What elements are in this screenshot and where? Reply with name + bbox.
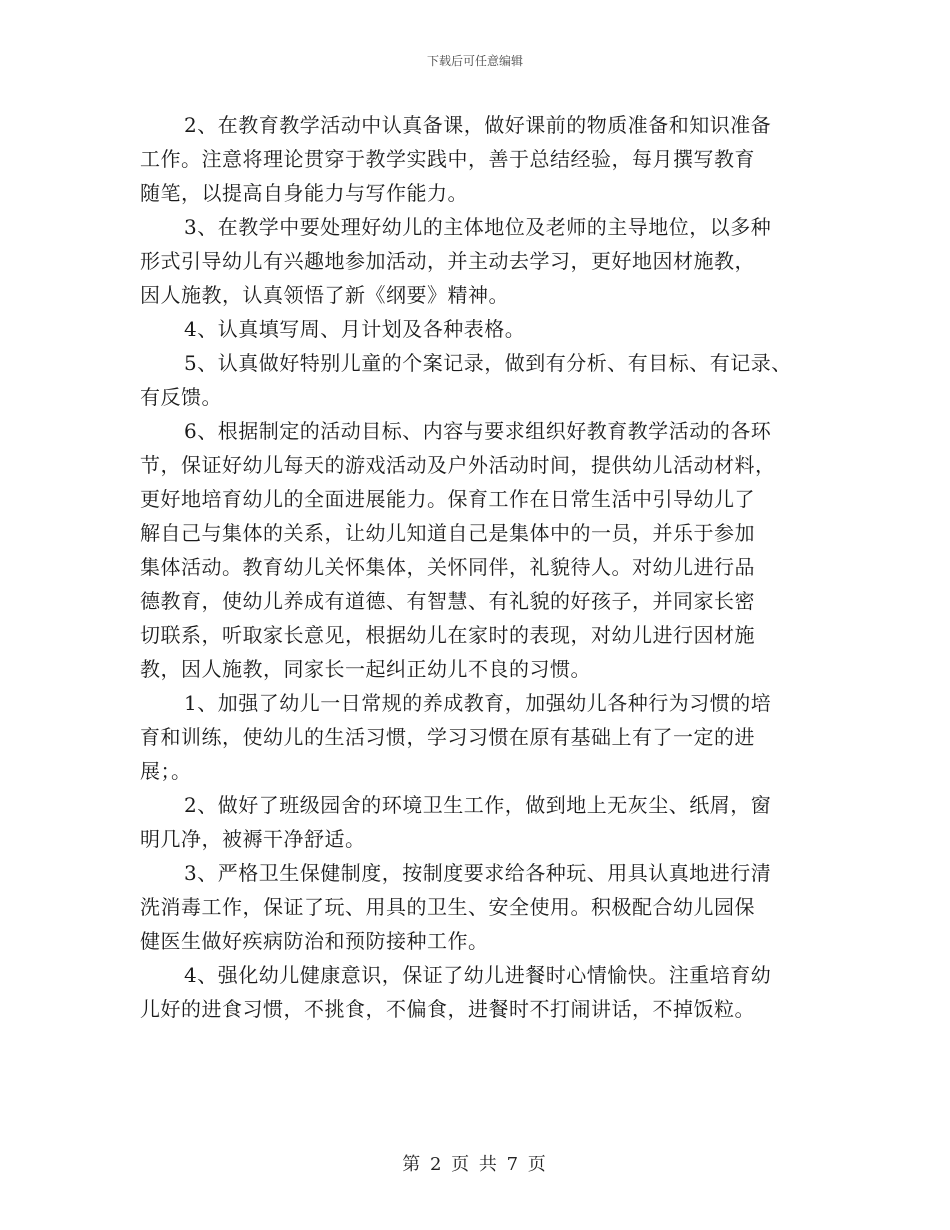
body-line: 3、严格卫生保健制度，按制度要求给各种玩、用具认真地进行清 bbox=[184, 861, 772, 885]
body-line: 节，保证好幼儿每天的游戏活动及户外活动时间，提供幼儿活动材料， bbox=[140, 453, 776, 477]
body-line: 集体活动。教育幼儿关怀集体，关怀同伴，礼貌待人。对幼儿进行品 bbox=[140, 555, 755, 579]
page-header: 下载后可任意编辑 bbox=[426, 54, 523, 68]
body-line: 洗消毒工作，保证了玩、用具的卫生、安全使用。积极配合幼儿园保 bbox=[140, 895, 755, 919]
body-line: 1、加强了幼儿一日常规的养成教育，加强幼儿各种行为习惯的培 bbox=[184, 691, 772, 715]
body-line: 随笔，以提高自身能力与写作能力。 bbox=[140, 181, 468, 205]
document-body bbox=[140, 108, 830, 1026]
body-line: 教，因人施教，同家长一起纠正幼儿不良的习惯。 bbox=[140, 657, 591, 681]
body-line: 工作。注意将理论贯穿于教学实践中，善于总结经验，每月撰写教育 bbox=[140, 147, 755, 171]
body-line: 有反馈。 bbox=[140, 385, 222, 409]
body-line: 解自己与集体的关系，让幼儿知道自己是集体中的一员，并乐于参加 bbox=[140, 521, 755, 545]
body-line: 5、认真做好特别儿童的个案记录，做到有分析、有目标、有记录、 bbox=[184, 351, 792, 375]
body-line: 明几净，被褥干净舒适。 bbox=[140, 827, 366, 851]
body-line: 儿好的进食习惯，不挑食，不偏食，进餐时不打闹讲话，不掉饭粒。 bbox=[140, 997, 755, 1021]
body-line: 4、认真填写周、月计划及各种表格。 bbox=[184, 317, 526, 341]
body-line: 因人施教，认真领悟了新《纲要》精神。 bbox=[140, 283, 509, 307]
body-line: 2、做好了班级园舍的环境卫生工作，做到地上无灰尘、纸屑，窗 bbox=[184, 793, 772, 817]
body-line: 育和训练，使幼儿的生活习惯，学习习惯在原有基础上有了一定的进 bbox=[140, 725, 755, 749]
body-line: 2、在教育教学活动中认真备课，做好课前的物质准备和知识准备 bbox=[184, 113, 772, 137]
page-number: 第 2 页 共 7 页 bbox=[402, 1154, 548, 1175]
body-line: 展；。 bbox=[140, 759, 192, 783]
body-line: 4、强化幼儿健康意识，保证了幼儿进餐时心情愉快。注重培育幼 bbox=[184, 963, 772, 987]
body-line: 健医生做好疾病防治和预防接种工作。 bbox=[140, 929, 489, 953]
body-line: 6、根据制定的活动目标、内容与要求组织好教育教学活动的各环 bbox=[184, 419, 772, 443]
body-line: 形式引导幼儿有兴趣地参加活动，并主动去学习，更好地因材施教， bbox=[140, 249, 755, 273]
body-line: 3、在教学中要处理好幼儿的主体地位及老师的主导地位，以多种 bbox=[184, 215, 772, 239]
body-line: 切联系，听取家长意见，根据幼儿在家时的表现，对幼儿进行因材施 bbox=[140, 623, 755, 647]
body-line: 更好地培育幼儿的全面进展能力。保育工作在日常生活中引导幼儿了 bbox=[140, 487, 755, 511]
body-line: 德教育，使幼儿养成有道德、有智慧、有礼貌的好孩子，并同家长密 bbox=[140, 589, 755, 613]
